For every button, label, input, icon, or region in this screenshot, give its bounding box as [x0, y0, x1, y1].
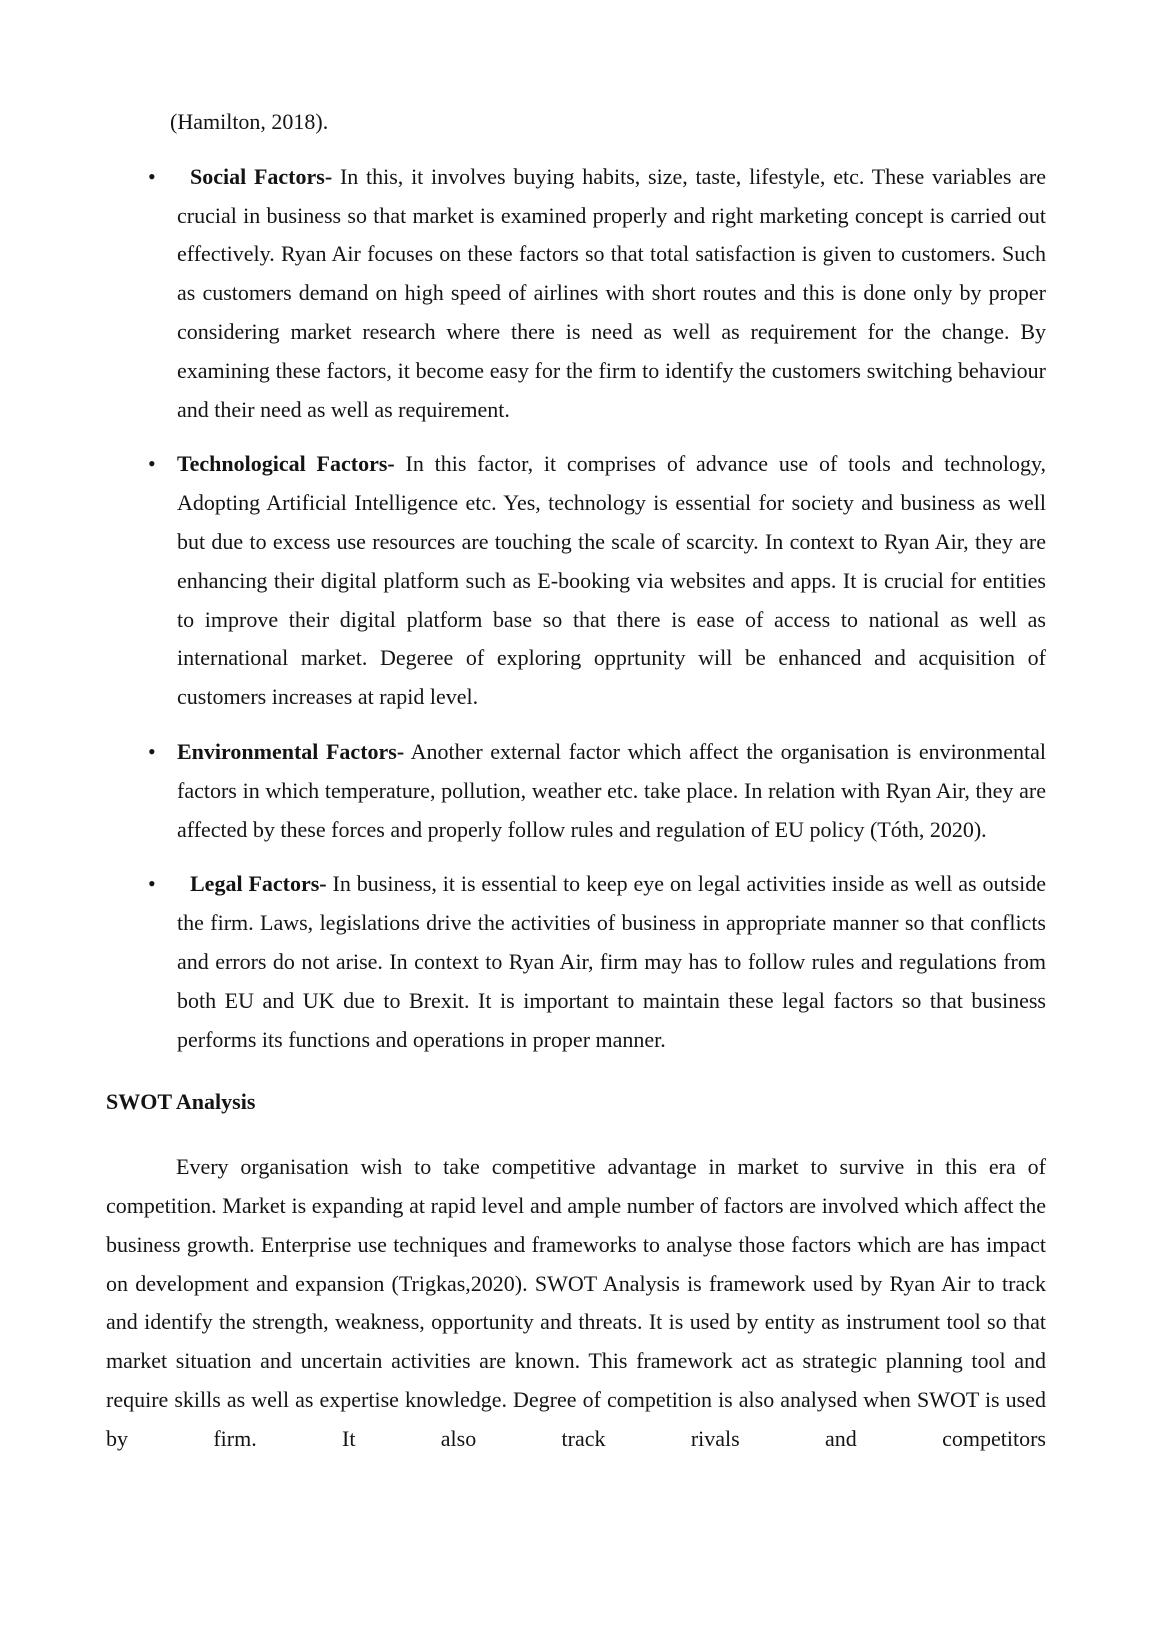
citation-text: (Hamilton, 2018). — [170, 109, 329, 134]
factors-list — [106, 158, 1046, 1060]
bullet-icon: • — [148, 451, 156, 477]
list-item-social-factors — [106, 158, 1046, 430]
bullet-icon: • — [148, 738, 156, 764]
list-item-legal-factors — [106, 865, 1046, 1059]
factor-label: Environmental Factors- — [177, 738, 405, 764]
section-heading: SWOT Analysis — [106, 1089, 256, 1115]
factor-label: Technological Factors- — [177, 451, 395, 477]
factor-text: Another external factor which affect the organisation is environmental factors in which temperature, pollution, weather etc. take place. In relation with Ryan Air, they are affected by these forces and properly follow rules and regulation of EU policy (Tóth, 2020). — [177, 738, 1046, 842]
list-item-environmental-factors — [106, 733, 1046, 849]
factor-text: In business, it is essential to keep eye on legal activities inside as well as outside the firm. Laws, legislations drive the activities of business in appropriate manner so that conflicts and errors do not arise. In context to Ryan Air, firm may has to follow rules and regulations from both EU and UK due to Brexit. It is important to maintain these legal factors so that business performs its functions and operations in proper manner. — [177, 871, 1047, 1052]
factor-text: In this factor, it comprises of advance use of tools and technology, Adopting Artificial Intelligence etc. Yes, technology is essential for society and business as well but due to excess use resources are touching the scale of scarcity. In context to Ryan Air, they are enhancing their digital platform such as E-booking via websites and apps. It is crucial for entities to improve their digital platform base so that there is ease of access to national as well as international market. Degeree of exploring opprtunity will be enhanced and acquisition of customers increases at rapid level. — [177, 451, 1047, 710]
list-item-technological-factors — [106, 445, 1046, 717]
factor-text: In this, it involves buying habits, size, taste, lifestyle, etc. These variables are crucial in business so that market is examined properly and right marketing concept is carried out effectively. Ryan Air focuses on these factors so that total satisfaction is given to customers. Such as customers demand on high speed of airlines with short routes and this is done only by proper considering market research where there is need as well as requirement for the change. By examining these factors, it become easy for the firm to identify the customers switching behaviour and their need as well as requirement. — [177, 163, 1047, 422]
bullet-icon: • — [148, 163, 156, 189]
factor-label: Social Factors- — [190, 163, 333, 189]
body-paragraph: Every organisation wish to take competitive advantage in market to survive in this era of competition. Market is expanding at rapid level and ample number of factors are involved which affect the business growth. Enterprise use techniques and frameworks to analyse those factors which are has impact on development and expansion (Trigkas,2020). SWOT Analysis is framework used by Ryan Air to track and identify the strength, weakness, opportunity and threats. It is used by entity as instrument tool so that market situation and uncertain activities are known. This framework act as strategic planning tool and require skills as well as expertise knowledge. Degree of competition is also analysed when SWOT is used by firm. It also track rivals and competitors — [106, 1154, 1046, 1451]
factor-label: Legal Factors- — [190, 871, 327, 897]
bullet-icon: • — [148, 871, 156, 897]
